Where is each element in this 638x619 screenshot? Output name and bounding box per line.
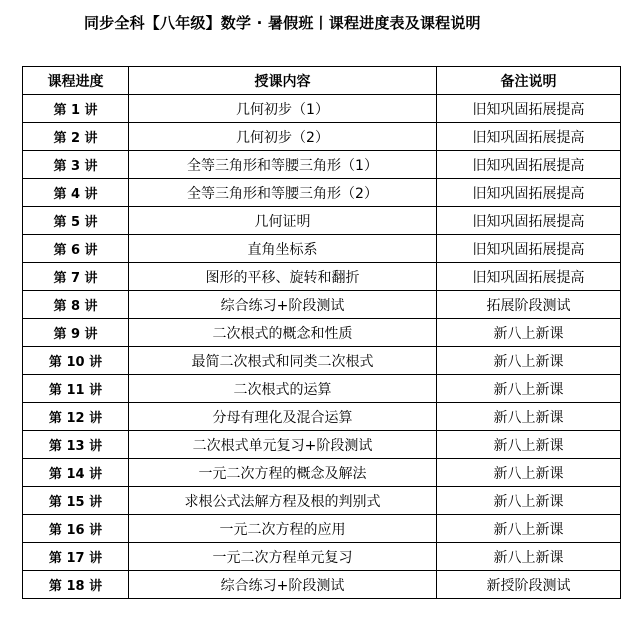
table-row — [23, 319, 621, 347]
table-row — [23, 207, 621, 235]
table-row — [23, 263, 621, 291]
content-cell: 一元二次方程的应用 — [129, 515, 437, 543]
table-row — [23, 459, 621, 487]
table-row — [23, 375, 621, 403]
content-cell: 二次根式单元复习+阶段测试 — [129, 431, 437, 459]
table-row — [23, 151, 621, 179]
note-cell: 旧知巩固拓展提高 — [437, 95, 621, 123]
lesson-cell: 第 10 讲 — [23, 347, 129, 375]
content-cell: 几何初步（1） — [129, 95, 437, 123]
lesson-cell: 第 9 讲 — [23, 319, 129, 347]
lesson-cell: 第 11 讲 — [23, 375, 129, 403]
note-cell: 新八上新课 — [437, 543, 621, 571]
note-cell: 旧知巩固拓展提高 — [437, 179, 621, 207]
lesson-cell: 第 1 讲 — [23, 95, 129, 123]
content-cell: 全等三角形和等腰三角形（2） — [129, 179, 437, 207]
content-cell: 一元二次方程单元复习 — [129, 543, 437, 571]
lesson-cell: 第 7 讲 — [23, 263, 129, 291]
lesson-cell: 第 8 讲 — [23, 291, 129, 319]
table-row — [23, 291, 621, 319]
lesson-cell: 第 17 讲 — [23, 543, 129, 571]
lesson-cell: 第 16 讲 — [23, 515, 129, 543]
header-progress: 课程进度 — [23, 67, 129, 95]
table-row — [23, 347, 621, 375]
note-cell: 新授阶段测试 — [437, 571, 621, 599]
lesson-cell: 第 6 讲 — [23, 235, 129, 263]
note-cell: 新八上新课 — [437, 515, 621, 543]
table-row — [23, 179, 621, 207]
header-note: 备注说明 — [437, 67, 621, 95]
lesson-cell: 第 12 讲 — [23, 403, 129, 431]
table-row — [23, 543, 621, 571]
lesson-cell: 第 13 讲 — [23, 431, 129, 459]
note-cell: 新八上新课 — [437, 375, 621, 403]
lesson-cell: 第 15 讲 — [23, 487, 129, 515]
content-cell: 最简二次根式和同类二次根式 — [129, 347, 437, 375]
table-row — [23, 431, 621, 459]
note-cell: 新八上新课 — [437, 403, 621, 431]
note-cell: 拓展阶段测试 — [437, 291, 621, 319]
table-row — [23, 487, 621, 515]
lesson-cell: 第 4 讲 — [23, 179, 129, 207]
content-cell: 图形的平移、旋转和翻折 — [129, 263, 437, 291]
note-cell: 新八上新课 — [437, 431, 621, 459]
table-row — [23, 235, 621, 263]
content-cell: 综合练习+阶段测试 — [129, 291, 437, 319]
document-title: 同步全科【八年级】数学 · 暑假班丨课程进度表及课程说明 — [84, 14, 481, 32]
content-cell: 分母有理化及混合运算 — [129, 403, 437, 431]
header-content: 授课内容 — [129, 67, 437, 95]
note-cell: 旧知巩固拓展提高 — [437, 235, 621, 263]
note-cell: 旧知巩固拓展提高 — [437, 123, 621, 151]
lesson-cell: 第 2 讲 — [23, 123, 129, 151]
table-row — [23, 403, 621, 431]
note-cell: 旧知巩固拓展提高 — [437, 207, 621, 235]
note-cell: 新八上新课 — [437, 319, 621, 347]
table-body — [23, 95, 621, 599]
note-cell: 新八上新课 — [437, 459, 621, 487]
content-cell: 求根公式法解方程及根的判别式 — [129, 487, 437, 515]
table-row — [23, 515, 621, 543]
note-cell: 旧知巩固拓展提高 — [437, 151, 621, 179]
content-cell: 直角坐标系 — [129, 235, 437, 263]
note-cell: 新八上新课 — [437, 347, 621, 375]
content-cell: 综合练习+阶段测试 — [129, 571, 437, 599]
content-cell: 一元二次方程的概念及解法 — [129, 459, 437, 487]
content-cell: 全等三角形和等腰三角形（1） — [129, 151, 437, 179]
lesson-cell: 第 5 讲 — [23, 207, 129, 235]
content-cell: 几何证明 — [129, 207, 437, 235]
note-cell: 新八上新课 — [437, 487, 621, 515]
lesson-cell: 第 14 讲 — [23, 459, 129, 487]
table-row — [23, 123, 621, 151]
table-row — [23, 95, 621, 123]
table-row — [23, 571, 621, 599]
note-cell: 旧知巩固拓展提高 — [437, 263, 621, 291]
course-schedule-table — [22, 66, 621, 599]
lesson-cell: 第 3 讲 — [23, 151, 129, 179]
content-cell: 二次根式的运算 — [129, 375, 437, 403]
table-header-row — [23, 67, 621, 95]
content-cell: 几何初步（2） — [129, 123, 437, 151]
lesson-cell: 第 18 讲 — [23, 571, 129, 599]
content-cell: 二次根式的概念和性质 — [129, 319, 437, 347]
